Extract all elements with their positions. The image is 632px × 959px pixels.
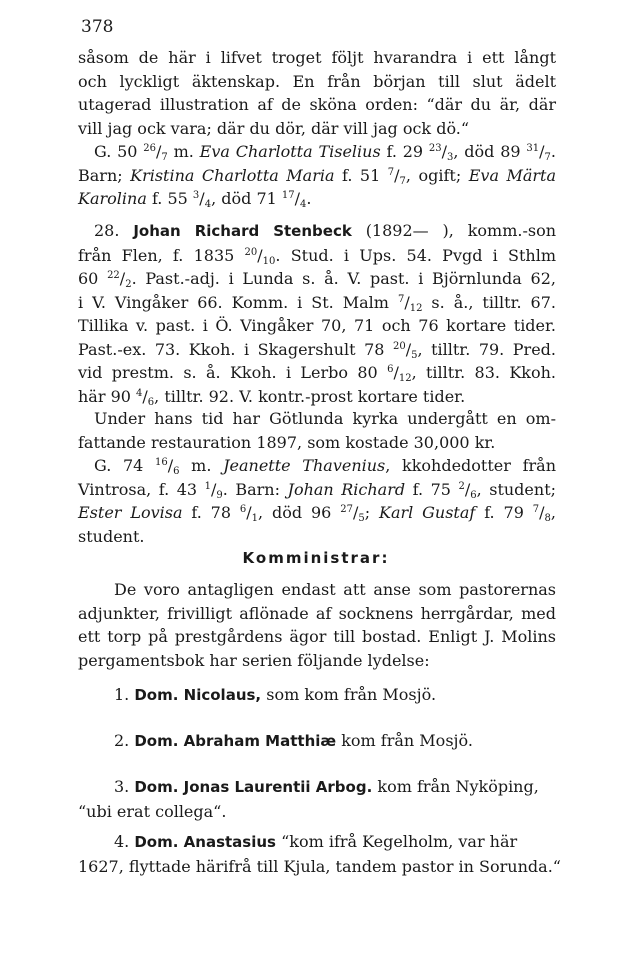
- paragraph-komministrar-intro: [78, 578, 556, 672]
- child-name: Ester Lovisa: [78, 503, 183, 522]
- text-line: Karolina f. 55 $^3/_4$, död 71 $^{17}/_4$.: [78, 189, 312, 210]
- text-line: pergamentsbok har serien följande lydelse:: [78, 650, 430, 670]
- text-line: från Flen, f. 1835 $^{20}/_{10}$. Stud. i Ups. 54. Pvgd i Sthlm: [78, 245, 557, 267]
- text-line: G. 50 $^{26}/_7$ m. Eva Charlotta Tiselius f. 29 $^{23}/_3$, död 89 $^{31}/_7$.: [94, 142, 556, 163]
- page-number: 378: [81, 17, 114, 37]
- list-item: 2. Dom. Abraham Matthiæ kom från Mosjö.: [114, 731, 473, 750]
- text-line: Tillika v. past. i Ö. Vingåker 70, 71 och 76 kortare tider.: [78, 316, 556, 335]
- child-name: Eva Märta: [468, 165, 556, 185]
- paragraph-family-2: [78, 454, 556, 548]
- text-line: Vintrosa, f. 43 $^1/_9$. Barn: Johan Richard f. 75 $^2/_6$, student;: [78, 479, 557, 501]
- text-line: Under hans tid har Götlunda kyrka undergått en om-: [94, 409, 556, 428]
- list-item: 1. Dom. Nicolaus, som kom från Mosjö.: [114, 685, 437, 704]
- list-item-name: Dom. Abraham Matthiæ: [134, 732, 337, 750]
- text-line: såsom de här i lifvet troget följt hvarandra i ett långt: [78, 48, 556, 67]
- child-name: Johan Richard: [287, 479, 406, 499]
- text-line: 60 $^{22}/_2$. Past.-adj. i Lunda s. å. V. past. i Björnlunda 62,: [78, 269, 556, 290]
- text-line: vill jag ock vara; där du dör, där vill jag ock dö.“: [78, 118, 470, 138]
- text-line: 28. Johan Richard Stenbeck (1892— ), komm.-son: [94, 221, 557, 240]
- child-name: Karl Gustaf: [379, 503, 476, 522]
- text-line: Ester Lovisa f. 78 $^6/_1$, död 96 $^{27}/_5$; Karl Gustaf f. 79 $^7/_8$,: [78, 503, 556, 524]
- text-line: student.: [78, 526, 145, 546]
- text-line: Barn; Kristina Charlotta Maria f. 51 $^7/_7$, ogift; Eva Märta: [78, 165, 556, 187]
- child-name: Karolina: [78, 189, 147, 208]
- entry-person-name: Johan Richard Stenbeck: [133, 222, 352, 240]
- spouse-name: Jeanette Thavenius: [223, 456, 386, 475]
- list-item: 3. Dom. Jonas Laurentii Arbog. kom från Nyköping, “ubi erat collega“.: [78, 777, 539, 821]
- paragraph-restoration: [78, 407, 556, 454]
- list-item-name: Dom. Nicolaus,: [134, 686, 262, 704]
- text-line: adjunkter, frivilligt aflönade af socknens herrgårdar, med: [78, 603, 556, 623]
- text-line: utagerad illustration af de sköna orden: “där du är, där: [78, 95, 556, 114]
- child-name: Kristina Charlotta Maria: [130, 165, 335, 185]
- text-line: Past.-ex. 73. Kkoh. i Skagershult 78 $^{20}/_5$, tilltr. 79. Pred.: [78, 339, 557, 361]
- text-line: ett torp på prestgårdens ägor till bostad. Enligt J. Molins: [78, 627, 556, 646]
- text-line: fattande restauration 1897, som kostade 30,000 kr.: [78, 432, 496, 452]
- text-line: vid prestm. s. å. Kkoh. i Lerbo 80 $^6/_{12}$, tilltr. 83. Kkoh.: [78, 363, 556, 384]
- text-line: i V. Vingåker 66. Komm. i St. Malm $^7/_{12}$ s. å., tilltr. 67.: [78, 292, 556, 314]
- list-item-name: Dom. Jonas Laurentii Arbog.: [134, 778, 373, 796]
- text-line: G. 74 $^{16}/_6$ m. Jeanette Thavenius, kkohdedotter från: [94, 456, 556, 477]
- entry-28: [78, 219, 556, 408]
- paragraph-family-1: [78, 140, 556, 211]
- text-line: De voro antagligen endast att anse som pastorernas: [114, 580, 556, 599]
- section-heading: Komministrar:: [242, 549, 390, 567]
- text-line: och lyckligt äktenskap. En från början till slut ädelt: [78, 71, 556, 91]
- text-line: här 90 $^4/_6$, tilltr. 92. V. kontr.-prost kortare tider.: [78, 386, 466, 408]
- paragraph-marriage-text: [78, 46, 556, 140]
- list-item-name: Dom. Anastasius: [134, 833, 276, 851]
- list-item: 4. Dom. Anastasius “kom ifrå Kegelholm, var här 1627, flyttade härifrå till Kjula, tandem pastor in Sorunda.“: [78, 832, 561, 876]
- spouse-name: Eva Charlotta Tiselius: [199, 142, 381, 161]
